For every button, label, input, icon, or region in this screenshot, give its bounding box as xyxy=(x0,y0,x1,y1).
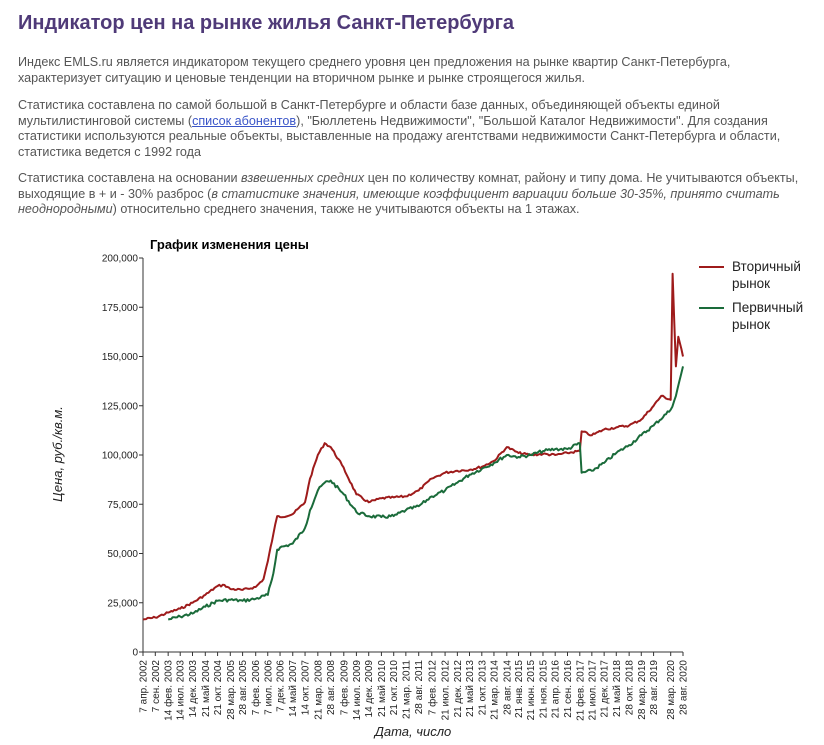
x-tick-label: 21 окт. 2010 xyxy=(389,660,401,716)
methodology-text-b: цен по количеству комнат, району и типу дома. Не учитываются объекты, выходящие в + и - 30% разброс ( xyxy=(18,171,799,201)
x-axis-title: Дата, число xyxy=(374,724,452,739)
x-tick-label: 14 фев. 2003 xyxy=(163,660,175,721)
x-tick-label: 21 ноя. 2015 xyxy=(538,660,550,719)
y-tick-label: 25,000 xyxy=(107,598,138,610)
x-tick-label: 14 июл. 2003 xyxy=(175,660,187,721)
methodology-paragraph xyxy=(18,171,813,218)
x-tick-label: 28 авг. 2014 xyxy=(502,660,514,716)
x-tick-label: 21 мар. 2014 xyxy=(489,660,501,720)
x-tick-label: 21 фев. 2017 xyxy=(575,660,587,721)
x-tick-label: 28 авг. 2008 xyxy=(326,660,338,716)
x-tick-label: 14 дек. 2009 xyxy=(364,660,376,718)
methodology-text-c: ) относительно среднего значения, также не учитываются объекты на 1 этажах. xyxy=(112,202,580,216)
x-tick-label: 7 дек. 2006 xyxy=(275,660,287,712)
weighted-averages-emphasis: взвешенных средних xyxy=(241,171,365,185)
x-tick-label: 7 фев. 2012 xyxy=(427,660,439,716)
x-tick-label: 14 дек. 2003 xyxy=(188,660,200,718)
legend-label: Первичный рынок xyxy=(732,300,804,332)
y-tick-label: 50,000 xyxy=(107,549,138,560)
x-tick-label: 21 мар. 2008 xyxy=(313,660,325,720)
x-tick-label: 28 авг. 2011 xyxy=(414,660,426,715)
variation-note-emphasis: в статистике значения, имеющие коэффициент вариации больше 30-35%, принято считать неоднородными xyxy=(18,186,780,216)
x-tick-label: 7 фев. 2009 xyxy=(339,660,351,716)
x-tick-label: 21 окт. 2013 xyxy=(477,660,489,716)
legend-label: Вторичный рынок xyxy=(732,259,801,291)
x-tick-label: 21 дек. 2017 xyxy=(599,660,611,718)
chart-title: График изменения цены xyxy=(150,237,309,252)
x-tick-label: 28 мар. 2020 xyxy=(666,660,678,720)
x-tick-label: 21 мар. 2011 xyxy=(401,660,413,719)
x-tick-label: 14 окт. 2007 xyxy=(300,660,312,716)
x-tick-label: 14 июл. 2009 xyxy=(351,660,363,721)
x-tick-label: 28 авг. 2005 xyxy=(238,660,250,716)
x-tick-label: 14 май 2007 xyxy=(288,660,300,717)
chart-legend xyxy=(699,259,803,332)
x-tick-label: 28 мар. 2005 xyxy=(225,660,237,720)
data-series xyxy=(143,274,683,620)
y-tick-label: 200,000 xyxy=(101,253,138,265)
x-tick-label: 21 сен. 2016 xyxy=(562,660,574,718)
x-tick-label: 21 янв. 2015 xyxy=(514,660,526,718)
y-tick-label: 125,000 xyxy=(101,401,138,413)
x-tick-label: 21 май 2010 xyxy=(376,660,388,717)
x-tick-label: 21 май 2018 xyxy=(611,660,623,717)
x-tick-label: 21 дек. 2012 xyxy=(452,660,464,718)
series-line-1 xyxy=(143,274,683,620)
y-tick-label: 150,000 xyxy=(101,352,138,363)
x-tick-label: 7 апр. 2002 xyxy=(138,660,150,713)
y-tick-label: 175,000 xyxy=(101,302,138,314)
x-tick-label: 28 мар. 2019 xyxy=(636,660,648,720)
y-axis-ticks xyxy=(102,254,143,659)
x-axis-ticks xyxy=(139,652,690,721)
y-tick-label: 75,000 xyxy=(107,499,138,511)
x-tick-label: 21 июн. 2015 xyxy=(526,660,538,721)
x-tick-label: 28 авг. 2020 xyxy=(678,660,690,716)
y-tick-label: 0 xyxy=(132,647,138,659)
source-text-start: Статистика составлена по самой большой в Санкт-Петербурге и области базе данных, объединяющей объекты единой мультилистинговой системы ( xyxy=(18,98,720,128)
y-axis-title: Цена, руб./кв.м. xyxy=(50,406,65,502)
page-title: Индикатор цен на рынке жилья Санкт-Петербурга xyxy=(18,12,515,34)
price-change-chart xyxy=(0,230,824,745)
statistics-source-paragraph xyxy=(18,98,813,160)
x-tick-label: 28 авг. 2019 xyxy=(649,660,661,716)
x-tick-label: 21 июл. 2012 xyxy=(440,660,452,721)
x-tick-label: 21 апр. 2016 xyxy=(550,660,562,719)
intro-paragraph xyxy=(18,55,813,86)
x-tick-label: 21 май 2013 xyxy=(465,660,477,717)
x-tick-label: 21 июл. 2017 xyxy=(587,660,599,721)
x-tick-label: 7 фев. 2006 xyxy=(251,660,263,716)
methodology-text-a: Статистика составлена на основании xyxy=(18,171,242,185)
x-tick-label: 21 май 2004 xyxy=(200,660,212,717)
x-tick-label: 28 окт. 2018 xyxy=(624,660,636,716)
series-line-2 xyxy=(168,366,683,619)
x-tick-label: 7 июл. 2006 xyxy=(263,660,275,715)
intro-text: Индекс EMLS.ru является индикатором текущего среднего уровня цен предложения на рынке квартир Санкт-Петербурга, характеризует ситуацию и ценовые тенденции на вторичном рынке и рынке строящегося жилья. xyxy=(18,55,731,85)
y-tick-label: 100,000 xyxy=(101,450,138,462)
x-tick-label: 21 окт. 2004 xyxy=(213,660,225,716)
x-tick-label: 7 сен. 2002 xyxy=(150,660,162,713)
source-text-end: ), "Бюллетень Недвижимости", "Большой Каталог Недвижимости". Для создания статистики используются реальные объекты, выставленные на продажу агентствами недвижимости Санкт-Петербурга и области, статистика ведется с 1992 года xyxy=(18,113,781,159)
subscribers-list-link[interactable]: список абонентов xyxy=(192,113,297,128)
